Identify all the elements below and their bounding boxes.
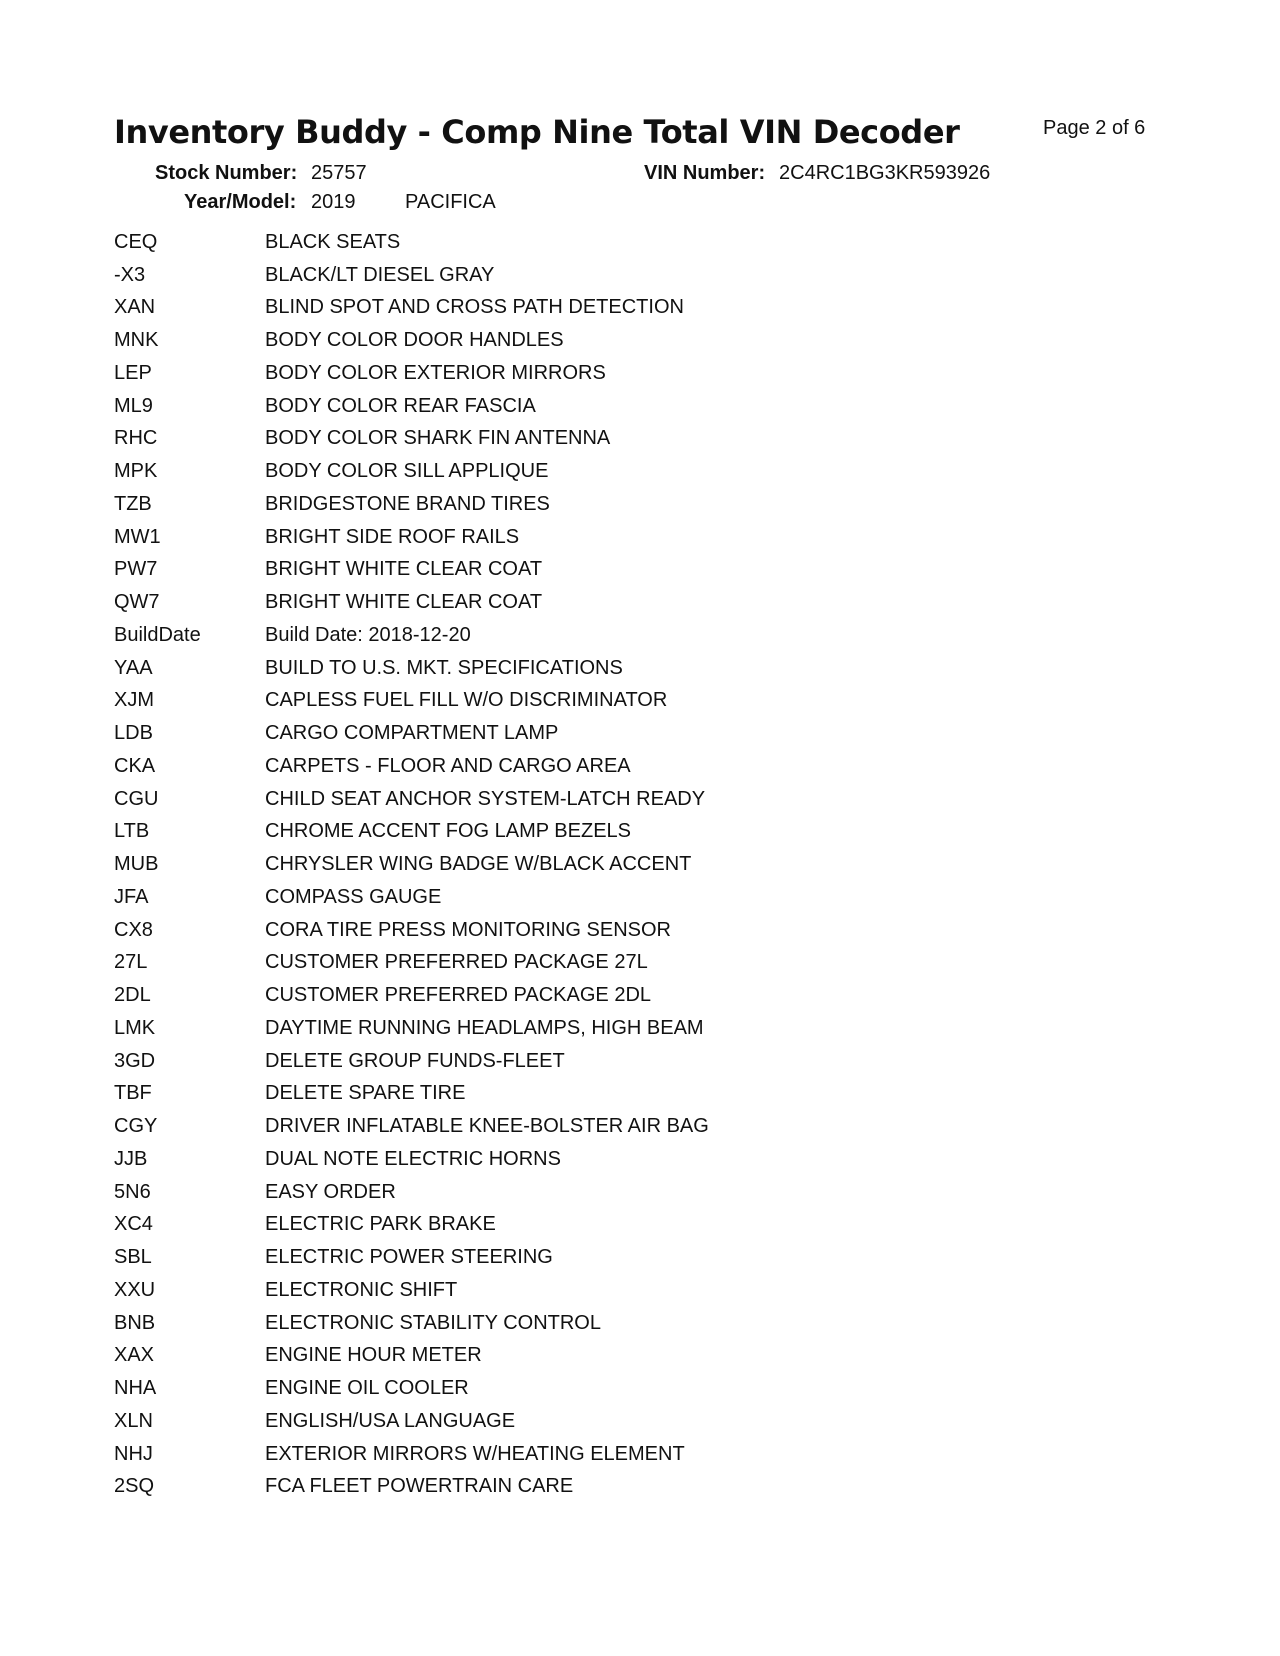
option-description: CARPETS - FLOOR AND CARGO AREA <box>265 754 631 777</box>
option-code: 3GD <box>114 1049 156 1072</box>
option-row <box>114 947 709 980</box>
option-row <box>114 586 709 619</box>
option-row <box>114 423 709 456</box>
option-description: CARGO COMPARTMENT LAMP <box>265 722 559 745</box>
option-description: BODY COLOR DOOR HANDLES <box>265 329 564 352</box>
option-row <box>114 1045 709 1078</box>
option-description: CHILD SEAT ANCHOR SYSTEM-LATCH READY <box>265 787 706 810</box>
option-row <box>114 554 709 587</box>
option-description: BRIGHT WHITE CLEAR COAT <box>265 591 543 614</box>
year-model-label: Year/Model: <box>184 191 297 213</box>
option-row <box>114 455 709 488</box>
option-code: CX8 <box>114 918 153 941</box>
option-code: BNB <box>114 1311 156 1334</box>
option-code: 2DL <box>114 984 151 1007</box>
stock-number-label: Stock Number: <box>155 162 298 184</box>
option-code: MPK <box>114 460 158 483</box>
option-code: XC4 <box>114 1213 153 1236</box>
option-description: CAPLESS FUEL FILL W/O DISCRIMINATOR <box>265 689 668 712</box>
stock-number-value: 25757 <box>311 162 367 184</box>
option-description: BODY COLOR SILL APPLIQUE <box>265 460 549 483</box>
option-code: MNK <box>114 329 159 352</box>
option-description: BODY COLOR EXTERIOR MIRRORS <box>265 361 606 384</box>
option-description: DAYTIME RUNNING HEADLAMPS, HIGH BEAM <box>265 1016 704 1039</box>
option-code: CGY <box>114 1115 158 1138</box>
option-code: SBL <box>114 1246 152 1269</box>
option-description: BODY COLOR REAR FASCIA <box>265 394 536 417</box>
option-code: MUB <box>114 853 159 876</box>
option-description: ENGLISH/USA LANGUAGE <box>265 1409 516 1432</box>
option-code: CGU <box>114 787 159 810</box>
option-description: COMPASS GAUGE <box>265 885 442 908</box>
option-code: CEQ <box>114 230 158 253</box>
option-row <box>114 914 709 947</box>
option-code: YAA <box>114 656 153 679</box>
option-code: XJM <box>114 689 154 712</box>
vin-number-label: VIN Number: <box>644 162 766 184</box>
option-description: CUSTOMER PREFERRED PACKAGE 27L <box>265 951 648 974</box>
option-code: PW7 <box>114 558 158 581</box>
option-row <box>114 717 709 750</box>
option-row <box>114 1274 709 1307</box>
option-code: MW1 <box>114 525 161 548</box>
option-code: XAX <box>114 1344 155 1367</box>
option-row <box>114 1372 709 1405</box>
option-row <box>114 685 709 718</box>
option-description: BLACK/LT DIESEL GRAY <box>265 263 495 286</box>
option-description: CHROME ACCENT FOG LAMP BEZELS <box>265 820 632 843</box>
option-description: DELETE SPARE TIRE <box>265 1082 466 1105</box>
option-code: 5N6 <box>114 1180 151 1203</box>
option-description: ENGINE HOUR METER <box>265 1344 482 1367</box>
option-code: LDB <box>114 722 153 745</box>
option-description: BLIND SPOT AND CROSS PATH DETECTION <box>265 296 684 319</box>
option-description: EXTERIOR MIRRORS W/HEATING ELEMENT <box>265 1442 685 1465</box>
option-description: ELECTRONIC SHIFT <box>265 1278 458 1301</box>
option-row <box>114 226 709 259</box>
option-description: ENGINE OIL COOLER <box>265 1377 469 1400</box>
option-code: NHJ <box>114 1442 153 1465</box>
model-value: PACIFICA <box>405 191 496 213</box>
option-code: 27L <box>114 951 148 974</box>
option-code: QW7 <box>114 591 160 614</box>
option-code: 2SQ <box>114 1475 155 1498</box>
option-description: BUILD TO U.S. MKT. SPECIFICATIONS <box>265 656 623 679</box>
page-number: Page 2 of 6 <box>1043 117 1146 139</box>
page-title: Inventory Buddy - Comp Nine Total VIN Decoder <box>114 113 960 151</box>
option-code: XAN <box>114 296 156 319</box>
option-row <box>114 1143 709 1176</box>
option-description: DRIVER INFLATABLE KNEE-BOLSTER AIR BAG <box>265 1115 709 1138</box>
option-code: XLN <box>114 1409 153 1432</box>
option-row <box>114 488 709 521</box>
option-description: EASY ORDER <box>265 1180 396 1203</box>
option-description: BLACK SEATS <box>265 230 401 253</box>
option-row <box>114 1012 709 1045</box>
option-description: BRIGHT WHITE CLEAR COAT <box>265 558 543 581</box>
option-code: TZB <box>114 492 152 515</box>
option-description: BRIDGESTONE BRAND TIRES <box>265 492 550 515</box>
option-code: CKA <box>114 754 156 777</box>
option-row <box>114 390 709 423</box>
option-code: NHA <box>114 1377 157 1400</box>
option-row <box>114 979 709 1012</box>
option-row <box>114 750 709 783</box>
option-code: BuildDate <box>114 623 201 646</box>
option-row <box>114 259 709 292</box>
option-description: CHRYSLER WING BADGE W/BLACK ACCENT <box>265 853 692 876</box>
option-row <box>114 1340 709 1373</box>
option-code: LTB <box>114 820 150 843</box>
year-value: 2019 <box>311 191 356 213</box>
option-description: BODY COLOR SHARK FIN ANTENNA <box>265 427 611 450</box>
option-row <box>114 1438 709 1471</box>
option-code: LMK <box>114 1016 156 1039</box>
option-description: ELECTRONIC STABILITY CONTROL <box>265 1311 601 1334</box>
option-row <box>114 1405 709 1438</box>
option-description: FCA FLEET POWERTRAIN CARE <box>265 1475 574 1498</box>
option-row <box>114 816 709 849</box>
option-row <box>114 619 709 652</box>
vin-number-value: 2C4RC1BG3KR593926 <box>779 162 991 184</box>
option-code: XXU <box>114 1278 156 1301</box>
option-description: DELETE GROUP FUNDS-FLEET <box>265 1049 565 1072</box>
option-code: RHC <box>114 427 158 450</box>
option-description: CORA TIRE PRESS MONITORING SENSOR <box>265 918 671 941</box>
option-row <box>114 783 709 816</box>
option-row <box>114 292 709 325</box>
option-row <box>114 652 709 685</box>
option-row <box>114 881 709 914</box>
option-description: Build Date: 2018-12-20 <box>265 623 471 646</box>
option-row <box>114 848 709 881</box>
option-code: LEP <box>114 361 152 384</box>
option-row <box>114 1110 709 1143</box>
option-description: ELECTRIC POWER STEERING <box>265 1246 553 1269</box>
option-code: JJB <box>114 1147 148 1170</box>
option-description: DUAL NOTE ELECTRIC HORNS <box>265 1147 561 1170</box>
option-code: TBF <box>114 1082 152 1105</box>
option-row <box>114 1176 709 1209</box>
option-row <box>114 1241 709 1274</box>
option-description: BRIGHT SIDE ROOF RAILS <box>265 525 520 548</box>
option-row <box>114 324 709 357</box>
option-row <box>114 1471 709 1504</box>
option-code: JFA <box>114 885 149 908</box>
option-row <box>114 1307 709 1340</box>
option-description: ELECTRIC PARK BRAKE <box>265 1213 496 1236</box>
option-row <box>114 521 709 554</box>
option-description: CUSTOMER PREFERRED PACKAGE 2DL <box>265 984 652 1007</box>
option-code-list <box>114 226 709 1503</box>
option-row <box>114 1078 709 1111</box>
option-code: -X3 <box>114 263 146 286</box>
option-row <box>114 1209 709 1242</box>
option-row <box>114 357 709 390</box>
option-code: ML9 <box>114 394 153 417</box>
